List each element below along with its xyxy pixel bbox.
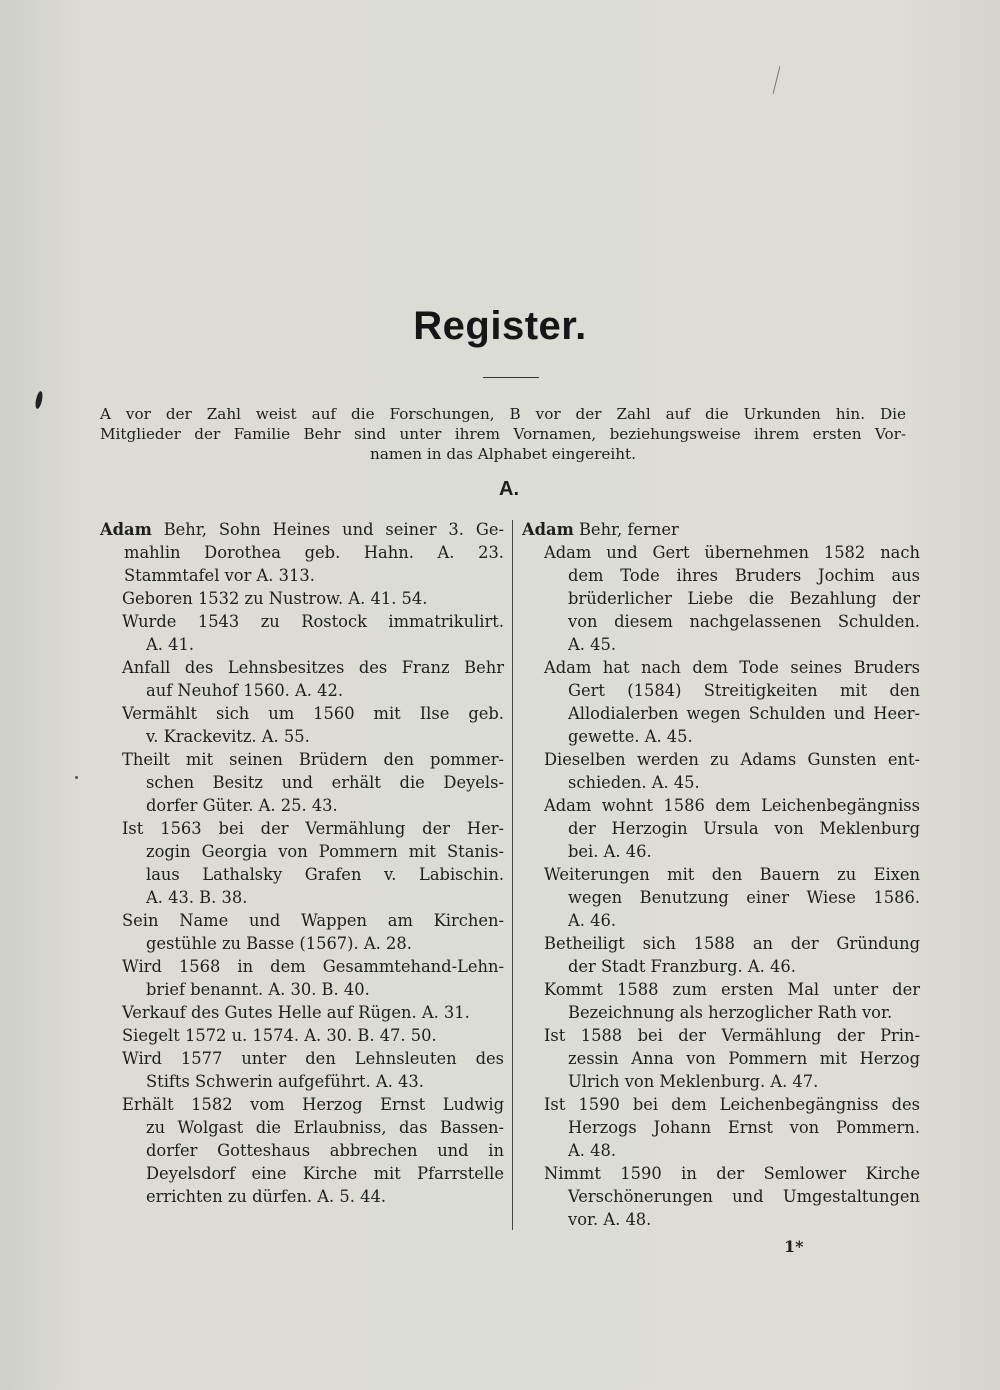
entry-line: Verkauf des Gutes Helle auf Rügen. A. 31.: [122, 1003, 470, 1022]
entry-line: gewette. A. 45.: [568, 727, 693, 746]
entry-line: Theilt mit seinen Brüdern den pommer-: [122, 750, 504, 769]
right-column: [522, 518, 920, 1231]
register-entry: [522, 748, 920, 794]
entry-line: Verschönerungen und Umgestaltungen: [568, 1187, 920, 1206]
entry-line: Bezeichnung als herzoglicher Rath vor.: [568, 1003, 893, 1022]
head-entry: [522, 518, 920, 541]
entry-line: Wird 1577 unter den Lehnsleuten des: [122, 1049, 504, 1068]
entry-line: wegen Benutzung einer Wiese 1586.: [568, 888, 920, 907]
intro-line: namen in das Alphabet eingereiht.: [370, 445, 636, 463]
register-entry: [522, 794, 920, 863]
intro-paragraph: [100, 404, 906, 464]
entry-line: Gert (1584) Streitigkeiten mit den: [568, 681, 920, 700]
entry-line: errichten zu dürfen. A. 5. 44.: [146, 1187, 386, 1206]
register-entry: [522, 541, 920, 656]
head-entry: [100, 518, 504, 587]
entry-line: Sein Name und Wappen am Kirchen-: [122, 911, 504, 930]
entry-line: A. 48.: [568, 1141, 617, 1160]
entry-line: Allodialerben wegen Schulden und Heer-: [568, 704, 920, 723]
entry-line: Herzogs Johann Ernst von Pommern.: [568, 1118, 920, 1137]
register-entry: [522, 978, 920, 1024]
head-line: Stammtafel vor A. 313.: [124, 566, 315, 585]
register-entry: [100, 587, 504, 610]
head-rest: Behr, ferner: [573, 520, 679, 539]
entry-line: brüderlicher Liebe die Bezahlung der: [568, 589, 920, 608]
entry-line: Ist 1563 bei der Vermählung der Her-: [122, 819, 504, 838]
entry-line: A. 45.: [568, 635, 617, 654]
entry-line: Geboren 1532 zu Nustrow. A. 41. 54.: [122, 589, 428, 608]
register-entry: [100, 748, 504, 817]
entry-line: Siegelt 1572 u. 1574. A. 30. B. 47. 50.: [122, 1026, 437, 1045]
register-entry: [522, 656, 920, 748]
entry-line: Wird 1568 in dem Gesammtehand-Lehn-: [122, 957, 504, 976]
entry-line: Adam und Gert übernehmen 1582 nach: [544, 543, 920, 562]
page-title: Register.: [413, 304, 587, 348]
entry-line: der Herzogin Ursula von Meklenburg: [568, 819, 920, 838]
entry-line: dorfer Güter. A. 25. 43.: [146, 796, 338, 815]
entry-line: auf Neuhof 1560. A. 42.: [146, 681, 344, 700]
entry-line: von diesem nachgelassenen Schulden.: [568, 612, 920, 631]
entry-line: schieden. A. 45.: [568, 773, 700, 792]
entry-line: Deyelsdorf eine Kirche mit Pfarrstelle: [146, 1164, 504, 1183]
entry-line: Betheiligt sich 1588 an der Gründung: [544, 934, 920, 953]
register-entry: [100, 1024, 504, 1047]
entry-line: Adam wohnt 1586 dem Leichenbegängniss: [544, 796, 920, 815]
entry-line: der Stadt Franzburg. A. 46.: [568, 957, 796, 976]
head-rest: Behr, Sohn Heines und seiner 3. Ge-: [151, 520, 504, 539]
register-entry: [522, 863, 920, 932]
register-entry: [100, 1001, 504, 1024]
intro-line: Mitglieder der Familie Behr sind unter ihrem Vornamen, beziehungsweise ihrem ersten Vor-: [100, 425, 906, 443]
register-entry: [100, 656, 504, 702]
head-line: mahlin Dorothea geb. Hahn. A. 23.: [124, 543, 504, 562]
entry-line: Ulrich von Meklenburg. A. 47.: [568, 1072, 819, 1091]
ink-smudge: [34, 391, 44, 410]
entry-line: Erhält 1582 vom Herzog Ernst Ludwig: [122, 1095, 504, 1114]
entry-line: A. 41.: [146, 635, 195, 654]
entry-line: Vermählt sich um 1560 mit Ilse geb.: [122, 704, 504, 723]
entry-line: schen Besitz und erhält die Deyels-: [146, 773, 504, 792]
intro-line: A vor der Zahl weist auf die Forschungen, B vor der Zahl auf die Urkunden hin. Die: [100, 405, 906, 423]
column-divider: [512, 520, 513, 1230]
register-entry: [100, 909, 504, 955]
head-word: Adam: [100, 520, 152, 539]
register-entry: [522, 1093, 920, 1162]
entry-line: dorfer Gotteshaus abbrechen und in: [146, 1141, 504, 1160]
register-entry: [100, 610, 504, 656]
entry-line: Ist 1588 bei der Vermählung der Prin-: [544, 1026, 920, 1045]
register-entry: [100, 1093, 504, 1208]
entry-line: Wurde 1543 zu Rostock immatrikulirt.: [122, 612, 504, 631]
register-entry: [100, 702, 504, 748]
entry-line: Nimmt 1590 in der Semlower Kirche: [544, 1164, 920, 1183]
ink-speck: [75, 776, 78, 779]
entry-line: Kommt 1588 zum ersten Mal unter der: [544, 980, 920, 999]
title-rule: [483, 377, 539, 378]
entry-line: Adam hat nach dem Tode seines Bruders: [544, 658, 920, 677]
head-line: [522, 518, 920, 541]
entry-line: dem Tode ihres Bruders Jochim aus: [568, 566, 920, 585]
register-entry: [100, 817, 504, 909]
register-entry: [522, 1024, 920, 1093]
entry-line: A. 46.: [568, 911, 617, 930]
entry-line: gestühle zu Basse (1567). A. 28.: [146, 934, 412, 953]
entry-line: Stifts Schwerin aufgeführt. A. 43.: [146, 1072, 424, 1091]
entry-line: Ist 1590 bei dem Leichenbegängniss des: [544, 1095, 920, 1114]
head-word: Adam: [522, 520, 574, 539]
register-entry: [522, 932, 920, 978]
folio-number: 1*: [784, 1237, 804, 1256]
register-entry: [522, 1162, 920, 1231]
entry-line: v. Krackevitz. A. 55.: [146, 727, 310, 746]
entry-line: laus Lathalsky Grafen v. Labischin.: [146, 865, 504, 884]
entry-line: Dieselben werden zu Adams Gunsten ent-: [544, 750, 920, 769]
entry-line: bei. A. 46.: [568, 842, 652, 861]
register-entry: [100, 955, 504, 1001]
section-letter: A.: [499, 478, 519, 500]
entry-line: Weiterungen mit den Bauern zu Eixen: [544, 865, 920, 884]
entry-line: Anfall des Lehnsbesitzes des Franz Behr: [122, 658, 504, 677]
register-entry: [100, 1047, 504, 1093]
pencil-mark: [773, 66, 781, 93]
entry-line: A. 43. B. 38.: [146, 888, 248, 907]
entry-line: brief benannt. A. 30. B. 40.: [146, 980, 370, 999]
entry-line: zu Wolgast die Erlaubniss, das Bassen-: [146, 1118, 504, 1137]
entry-line: zogin Georgia von Pommern mit Stanis-: [146, 842, 504, 861]
head-line: [100, 518, 504, 541]
left-column: [100, 518, 504, 1208]
entry-line: zessin Anna von Pommern mit Herzog: [568, 1049, 920, 1068]
entry-line: vor. A. 48.: [568, 1210, 652, 1229]
